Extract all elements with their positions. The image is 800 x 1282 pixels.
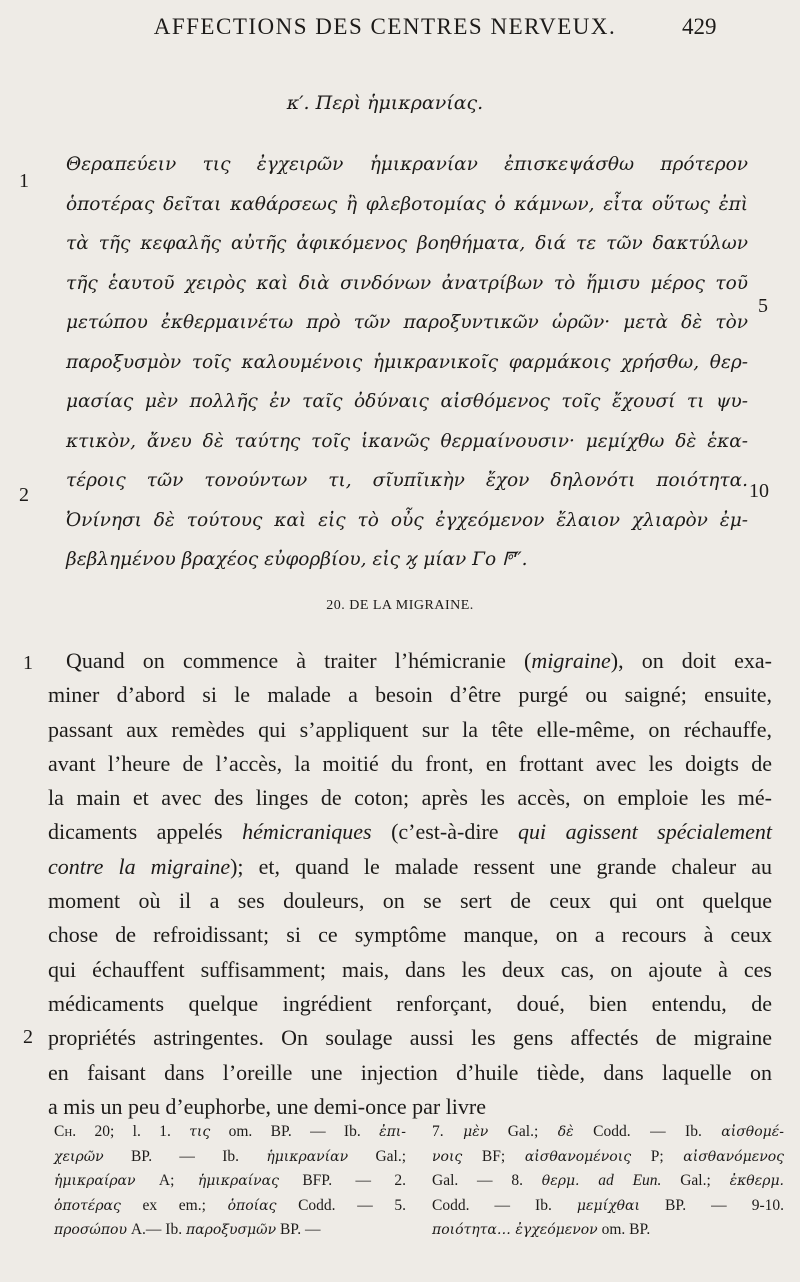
greek-paragraph-number: 1 [19,170,29,192]
note-line-segment: Gal.; [661,1172,730,1189]
note-line-segment: Codd. — Ib. [573,1123,722,1140]
french-text-line [48,918,772,952]
note-line-segment: A; [135,1172,198,1189]
note-line-segment: A.— Ib. [126,1221,186,1238]
french-text-line-segment: miner d’abord si le malade a besoin d’être purgé ou saigné; ensuite, [48,682,772,708]
french-text-line [48,1021,772,1055]
greek-text-line: βεβλημένου βραχέος εὐφορβίου, εἰς ϗ μίαν Γο 𐆄″. [66,549,528,570]
note-line-segment: Codd. — 5. [276,1196,406,1214]
greek-line-number: 10 [749,480,769,502]
note-line-segment: προσώπου [54,1222,127,1238]
critical-apparatus [54,1120,784,1243]
greek-text-line: ὁποτέρας δεῖται καθάρσεως ἢ φλεβοτομίας ὁ κάμνων, εἶτα οὕτως ἐπὶ [66,193,748,215]
note-line [54,1169,406,1194]
french-text-line [48,815,772,849]
french-text-line [48,987,772,1021]
note-line-segment: χειρῶν [54,1148,104,1165]
note-line-segment: Gal.; [488,1123,558,1140]
french-text-line-segment: moment où il a ses douleurs, on se sert de ceux qui ont quelque [48,888,772,914]
french-paragraph-number: 2 [23,1026,33,1048]
french-text-line [48,1090,772,1124]
french-text-line-segment: ); et, quand le malade ressent une grande chaleur au [230,853,773,879]
note-line-segment: ἡμικρανίαν [266,1148,349,1165]
note-line-segment: Codd. — Ib. [432,1196,577,1214]
note-line [54,1218,406,1243]
note-line-segment: ad Eun. [598,1172,662,1189]
note-line-segment: BP. — Ib. [103,1147,267,1165]
note-line-segment: Gal. — 8. [432,1172,542,1189]
greek-text [66,145,748,580]
note-line [432,1218,784,1243]
french-text-line-segment: Quand on commence à traiter l’hémicranie ( [66,648,532,673]
french-text-line-segment: qui échauffent suffisamment; mais, dans les deux cas, on ajoute à ces [48,956,772,982]
greek-text-line: μασίας μὲν πολλῆς ἐν ταῖς ὀδύναις αἰσθόμενος τοῖς ἔχουσί τι ψυ- [66,391,748,412]
running-head: AFFECTIONS DES CENTRES NERVEUX. [153,14,617,39]
french-text-line-segment: qui agissent spécialement [518,819,772,845]
note-line-segment: ἐπι- [379,1124,406,1140]
note-line [432,1194,784,1219]
french-text-line [48,644,772,678]
note-line [54,1120,406,1145]
french-text-line [48,713,772,747]
note-line-segment: ex em.; [120,1196,228,1214]
note-line-segment: ἡμικραίνας [197,1173,279,1189]
french-text-line-segment: propriétés astringentes. On soulage aussi les gens affectés de migraine [48,1025,772,1051]
note-line-segment: om. BP. — Ib. [210,1123,380,1140]
greek-text-line: κτικὸν, ἄνευ δὲ ταύτης τοῖς ἱκανῶς θερμαίνουσιν· μεμίχθω δὲ ἑκα- [66,430,748,452]
note-line-segment: 20; l. 1. [76,1123,190,1140]
french-text-line-segment: en faisant dans l’oreille une injection d’huile tiède, dans laquelle on [48,1059,772,1085]
note-line-segment: νοις [432,1148,463,1165]
note-line-segment: ἐκθερμ. [729,1173,785,1189]
french-text-line-segment: migraine [531,648,611,673]
note-line-segment: Gal.; [348,1147,406,1165]
french-text-line-segment: médicaments quelque ingrédient renforçant, doué, bien entendu, de [48,990,772,1016]
note-line-segment: P; [631,1147,684,1165]
note-line-segment: ἡμικραίραν [54,1173,136,1189]
french-text-line-segment: contre la migraine [48,853,231,879]
note-line-segment: 7. [432,1123,464,1140]
note-line-segment [580,1172,599,1189]
french-text-line-segment: ), on doit exa- [610,648,772,673]
notes-right-column [432,1120,784,1243]
french-text-line [48,678,772,712]
french-text-line-segment: chose de refroidissant; si ce symptôme manque, on a recours à ceux [48,922,772,948]
note-line-segment: αἰσθανόμενος [683,1148,784,1165]
greek-paragraph-number: 2 [19,484,29,506]
french-text-line [48,884,772,918]
note-line-segment: ὁποτέρας [54,1197,121,1214]
french-paragraph-number: 1 [23,652,33,674]
note-line-segment: δὲ [557,1124,574,1140]
french-text-line-segment: hémicraniques [242,819,372,845]
note-line [432,1145,784,1170]
note-line-segment: Ch. [54,1123,77,1140]
note-line [432,1169,784,1194]
french-text-line-segment: dicaments appelés [48,819,243,845]
note-line-segment: BF; [462,1147,525,1165]
note-line [54,1145,406,1170]
note-line-segment: αἰσθανομένοις [524,1148,632,1165]
french-text-line-segment: passant aux remèdes qui s’appliquent sur la tête elle-même, on réchauffe, [48,716,772,742]
greek-text-line: τὰ τῆς κεφαλῆς αὐτῆς ἀφικόμενος βοηθήματα, διά τε τῶν δακτύλων [66,233,748,254]
greek-line-number: 5 [758,295,768,317]
greek-text-line: Ὀνίνησι δὲ τούτους καὶ εἰς τὸ οὖς ἐγχεόμενον ἔλαιον χλιαρὸν ἐμ- [66,509,748,531]
note-line [432,1120,784,1145]
greek-text-line: τῆς ἑαυτοῦ χειρὸς καὶ διὰ σινδόνων ἀνατρίβων τὸ ἥμισυ μέρος τοῦ [66,272,748,294]
note-line-segment: θερμ. [541,1173,580,1189]
note-line-segment: BP. — 9-10. [639,1196,784,1214]
note-line-segment: ποιότητα… ἐγχεόμενον [432,1222,598,1238]
greek-text-line: παροξυσμὸν τοῖς καλουμένοις ἡμικρανικοῖς φαρμάκοις χρήσθω, θερ- [66,351,748,373]
page-number: 429 [682,14,717,39]
notes-left-column [54,1120,406,1243]
note-line-segment: μὲν [463,1124,489,1140]
note-line-segment: τις [189,1124,211,1140]
french-text-line [48,953,772,987]
note-line-segment: ὁποίας [227,1197,277,1214]
note-line-segment: αἰσθομέ- [721,1124,784,1140]
french-text-line [48,781,772,815]
note-line-segment: παροξυσμῶν [185,1222,277,1238]
note-line-segment: μεμίχθαι [576,1197,640,1214]
french-text-line-segment: la main et avec des linges de coton; après les accès, on emploie les mé- [48,785,772,811]
french-text-line [48,850,772,884]
greek-section-title: κ′. Περὶ ἡμικρανίας. [286,92,484,114]
french-text-line [48,747,772,781]
note-line-segment: BFP. — 2. [278,1172,406,1189]
greek-text-line: μετώπου ἐκθερμαινέτω πρὸ τῶν παροξυντικῶν ὡρῶν· μετὰ δὲ τὸν [66,312,748,333]
french-section-title: 20. DE LA MIGRAINE. [326,598,474,613]
french-text-line-segment: a mis un peu d’euphorbe, une demi-once par livre [48,1093,487,1119]
note-line [54,1194,406,1219]
french-text [48,644,772,1124]
french-text-line [48,1056,772,1090]
french-text-line-segment: (c’est-à-dire [371,819,518,845]
note-line-segment: om. BP. [597,1221,651,1238]
note-line-segment: BP. — [276,1221,321,1238]
greek-text-line: Θεραπεύειν τις ἐγχειρῶν ἡμικρανίαν ἐπισκεψάσθω πρότερον [66,154,748,175]
french-text-line-segment: avant l’heure de l’accès, la moitié du front, en frottant avec les doigts de [48,750,772,776]
greek-text-line: τέροις τῶν τονούντων τι, σῖυπῖικὴν ἔχον δηλονότι ποιότητα. [66,470,748,491]
